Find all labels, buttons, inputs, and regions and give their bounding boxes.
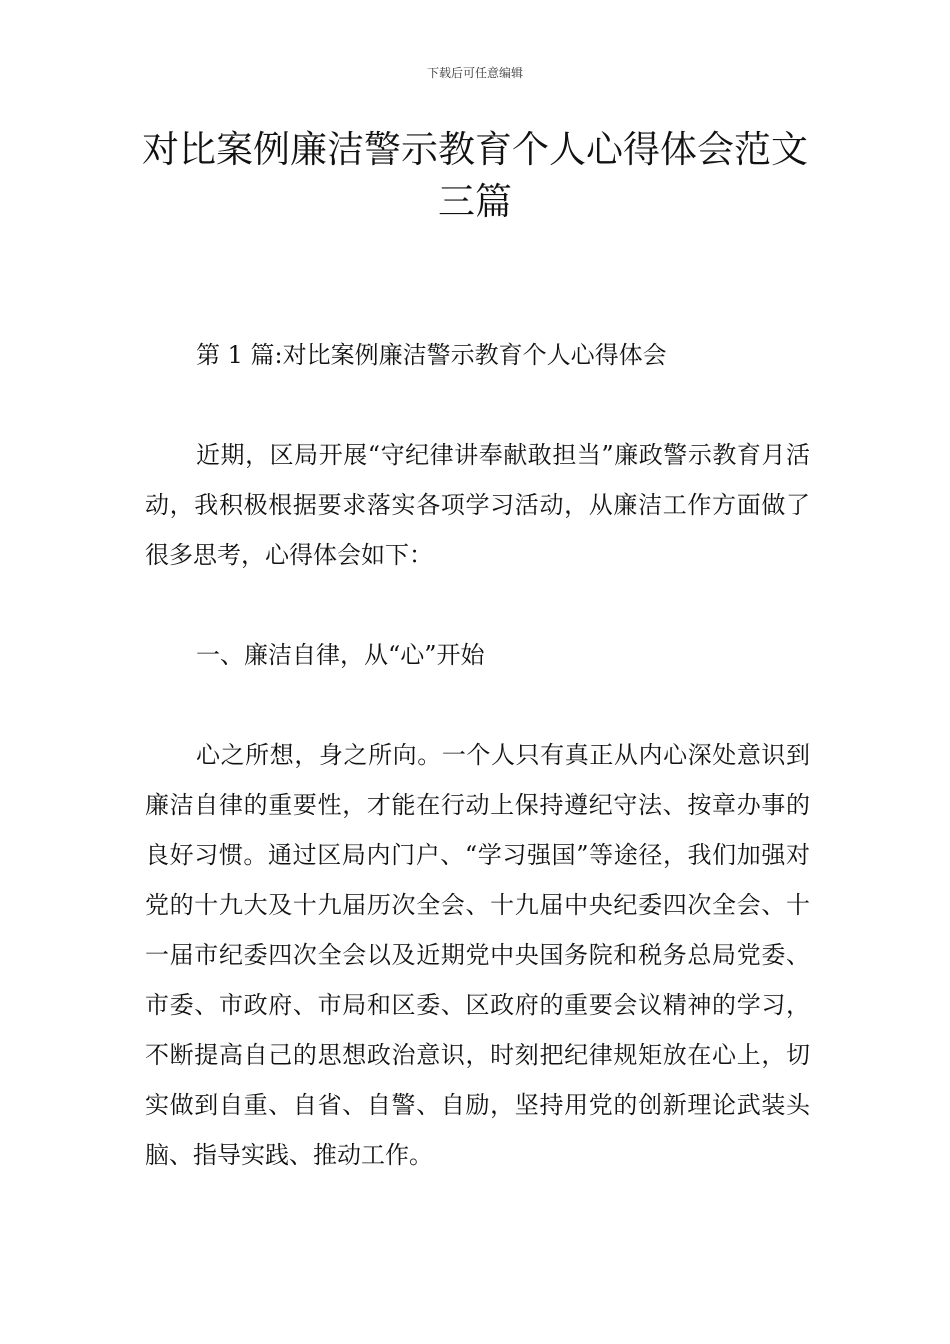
title-line-1: 对比案例廉洁警示教育个人心得体会范文 — [142, 128, 808, 171]
document-title — [100, 124, 850, 228]
section-heading: 一、廉洁自律，从“心”开始 — [196, 641, 485, 669]
intro-paragraph: 近期，区局开展“守纪律讲奉献敢担当”廉政警示教育月活动，我积极根据要求落实各项学习活动，从廉洁工作方面做了很多思考，心得体会如下： — [145, 441, 810, 569]
title-line-2: 三篇 — [438, 180, 512, 223]
document-body — [145, 330, 810, 1180]
header-note: 下载后可任意编辑 — [426, 66, 523, 80]
section-title: 第 1 篇:对比案例廉洁警示教育个人心得体会 — [196, 341, 667, 369]
body-paragraph: 心之所想，身之所向。一个人只有真正从内心深处意识到廉洁自律的重要性，才能在行动上保持遵纪守法、按章办事的良好习惯。通过区局内门户、“学习强国”等途径，我们加强对党的十九大及十九届历次全会、十九届中央纪委四次全会、十一届市纪委四次全会以及近期党中央国务院和税务总局党委、市委、市政府、市局和区委、区政府的重要会议精神的学习，不断提高自己的思想政治意识，时刻把纪律规矩放在心上，切实做到自重、自省、自警、自励，坚持用党的创新理论武装头脑、指导实践、推动工作。 — [145, 741, 810, 1169]
